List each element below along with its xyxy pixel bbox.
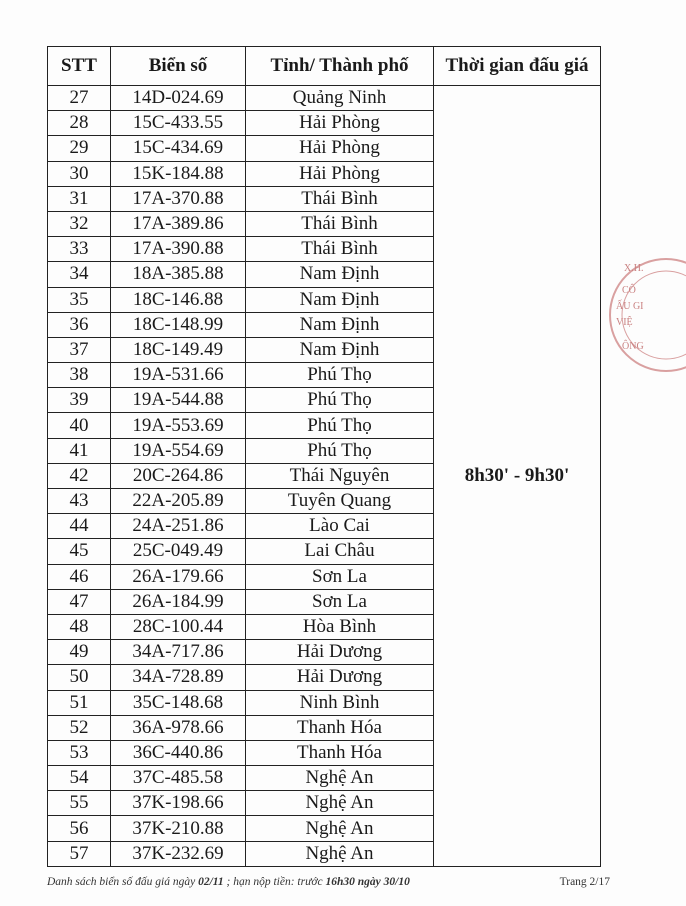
row-province: Thái Bình (246, 211, 434, 236)
row-plate: 36C-440.86 (111, 740, 246, 765)
row-plate: 17A-370.88 (111, 186, 246, 211)
row-province: Sơn La (246, 564, 434, 589)
row-stt: 32 (48, 211, 111, 236)
stamp-text: CÔ (622, 285, 636, 296)
license-plate-table (47, 46, 601, 867)
row-stt: 44 (48, 514, 111, 539)
row-stt: 38 (48, 363, 111, 388)
header-province: Tỉnh/ Thành phố (246, 47, 434, 86)
stamp-text: X.H. (624, 263, 644, 274)
table-body (48, 86, 601, 867)
row-stt: 46 (48, 564, 111, 589)
row-stt: 41 (48, 438, 111, 463)
row-province: Sơn La (246, 589, 434, 614)
row-plate: 17A-389.86 (111, 211, 246, 236)
row-province: Thái Bình (246, 237, 434, 262)
row-plate: 25C-049.49 (111, 539, 246, 564)
row-province: Thái Nguyên (246, 463, 434, 488)
row-province: Tuyên Quang (246, 489, 434, 514)
row-plate: 19A-554.69 (111, 438, 246, 463)
row-province: Nghệ An (246, 841, 434, 866)
row-stt: 37 (48, 337, 111, 362)
row-plate: 15K-184.88 (111, 161, 246, 186)
row-province: Hải Phòng (246, 136, 434, 161)
row-stt: 28 (48, 111, 111, 136)
stamp-text: ẤU GI (616, 301, 644, 312)
row-plate: 19A-544.88 (111, 388, 246, 413)
row-province: Lai Châu (246, 539, 434, 564)
row-stt: 39 (48, 388, 111, 413)
row-plate: 26A-184.99 (111, 589, 246, 614)
row-stt: 55 (48, 791, 111, 816)
row-plate: 34A-728.89 (111, 665, 246, 690)
row-stt: 40 (48, 413, 111, 438)
footer-auction-date: 02/11 (198, 876, 224, 888)
row-province: Nghệ An (246, 816, 434, 841)
row-plate: 37K-198.66 (111, 791, 246, 816)
row-province: Phú Thọ (246, 388, 434, 413)
row-plate: 37C-485.58 (111, 766, 246, 791)
row-plate: 34A-717.86 (111, 640, 246, 665)
row-stt: 45 (48, 539, 111, 564)
row-province: Phú Thọ (246, 438, 434, 463)
row-province: Hải Dương (246, 665, 434, 690)
row-stt: 34 (48, 262, 111, 287)
stamp-text: VIỆ (616, 317, 633, 328)
row-province: Hải Dương (246, 640, 434, 665)
row-province: Nam Định (246, 312, 434, 337)
row-plate: 18C-146.88 (111, 287, 246, 312)
row-province: Lào Cai (246, 514, 434, 539)
row-plate: 19A-531.66 (111, 363, 246, 388)
row-plate: 35C-148.68 (111, 690, 246, 715)
stamp-text: ÔNG (622, 341, 644, 352)
row-plate: 18C-149.49 (111, 337, 246, 362)
row-province: Nam Định (246, 262, 434, 287)
footer-note (47, 876, 607, 888)
row-stt: 33 (48, 237, 111, 262)
row-stt: 29 (48, 136, 111, 161)
row-plate: 37K-232.69 (111, 841, 246, 866)
footer-middle: ; hạn nộp tiền: trước (223, 876, 326, 888)
row-plate: 22A-205.89 (111, 489, 246, 514)
row-province: Nghệ An (246, 766, 434, 791)
row-stt: 48 (48, 614, 111, 639)
row-stt: 53 (48, 740, 111, 765)
row-province: Nam Định (246, 287, 434, 312)
row-province: Phú Thọ (246, 413, 434, 438)
row-plate: 28C-100.44 (111, 614, 246, 639)
row-plate: 15C-433.55 (111, 111, 246, 136)
row-stt: 56 (48, 816, 111, 841)
row-province: Hải Phòng (246, 111, 434, 136)
row-stt: 52 (48, 715, 111, 740)
table-header-row (48, 47, 601, 86)
row-plate: 26A-179.66 (111, 564, 246, 589)
row-province: Quảng Ninh (246, 86, 434, 111)
table-row (48, 86, 601, 111)
row-plate: 14D-024.69 (111, 86, 246, 111)
auction-time-cell: 8h30' - 9h30' (434, 86, 601, 867)
row-plate: 18A-385.88 (111, 262, 246, 287)
row-plate: 24A-251.86 (111, 514, 246, 539)
row-province: Thanh Hóa (246, 715, 434, 740)
row-stt: 35 (48, 287, 111, 312)
row-plate: 18C-148.99 (111, 312, 246, 337)
header-time: Thời gian đấu giá (434, 47, 601, 86)
row-province: Thái Bình (246, 186, 434, 211)
row-stt: 43 (48, 489, 111, 514)
row-province: Nam Định (246, 337, 434, 362)
row-stt: 49 (48, 640, 111, 665)
row-plate: 37K-210.88 (111, 816, 246, 841)
row-stt: 47 (48, 589, 111, 614)
row-stt: 30 (48, 161, 111, 186)
row-stt: 27 (48, 86, 111, 111)
footer-deadline: 16h30 ngày 30/10 (325, 876, 410, 888)
row-province: Hòa Bình (246, 614, 434, 639)
row-province: Phú Thọ (246, 363, 434, 388)
row-stt: 54 (48, 766, 111, 791)
row-province: Hải Phòng (246, 161, 434, 186)
row-stt: 50 (48, 665, 111, 690)
row-plate: 19A-553.69 (111, 413, 246, 438)
row-stt: 36 (48, 312, 111, 337)
row-province: Nghệ An (246, 791, 434, 816)
red-seal-stamp (606, 245, 686, 385)
row-stt: 42 (48, 463, 111, 488)
row-plate: 15C-434.69 (111, 136, 246, 161)
header-stt: STT (48, 47, 111, 86)
footer-prefix: Danh sách biển số đấu giá ngày (47, 876, 199, 888)
row-plate: 17A-390.88 (111, 237, 246, 262)
row-province: Thanh Hóa (246, 740, 434, 765)
row-stt: 57 (48, 841, 111, 866)
row-stt: 31 (48, 186, 111, 211)
page-number: Trang 2/17 (559, 876, 610, 888)
row-province: Ninh Bình (246, 690, 434, 715)
row-plate: 20C-264.86 (111, 463, 246, 488)
header-plate: Biển số (111, 47, 246, 86)
row-plate: 36A-978.66 (111, 715, 246, 740)
row-stt: 51 (48, 690, 111, 715)
